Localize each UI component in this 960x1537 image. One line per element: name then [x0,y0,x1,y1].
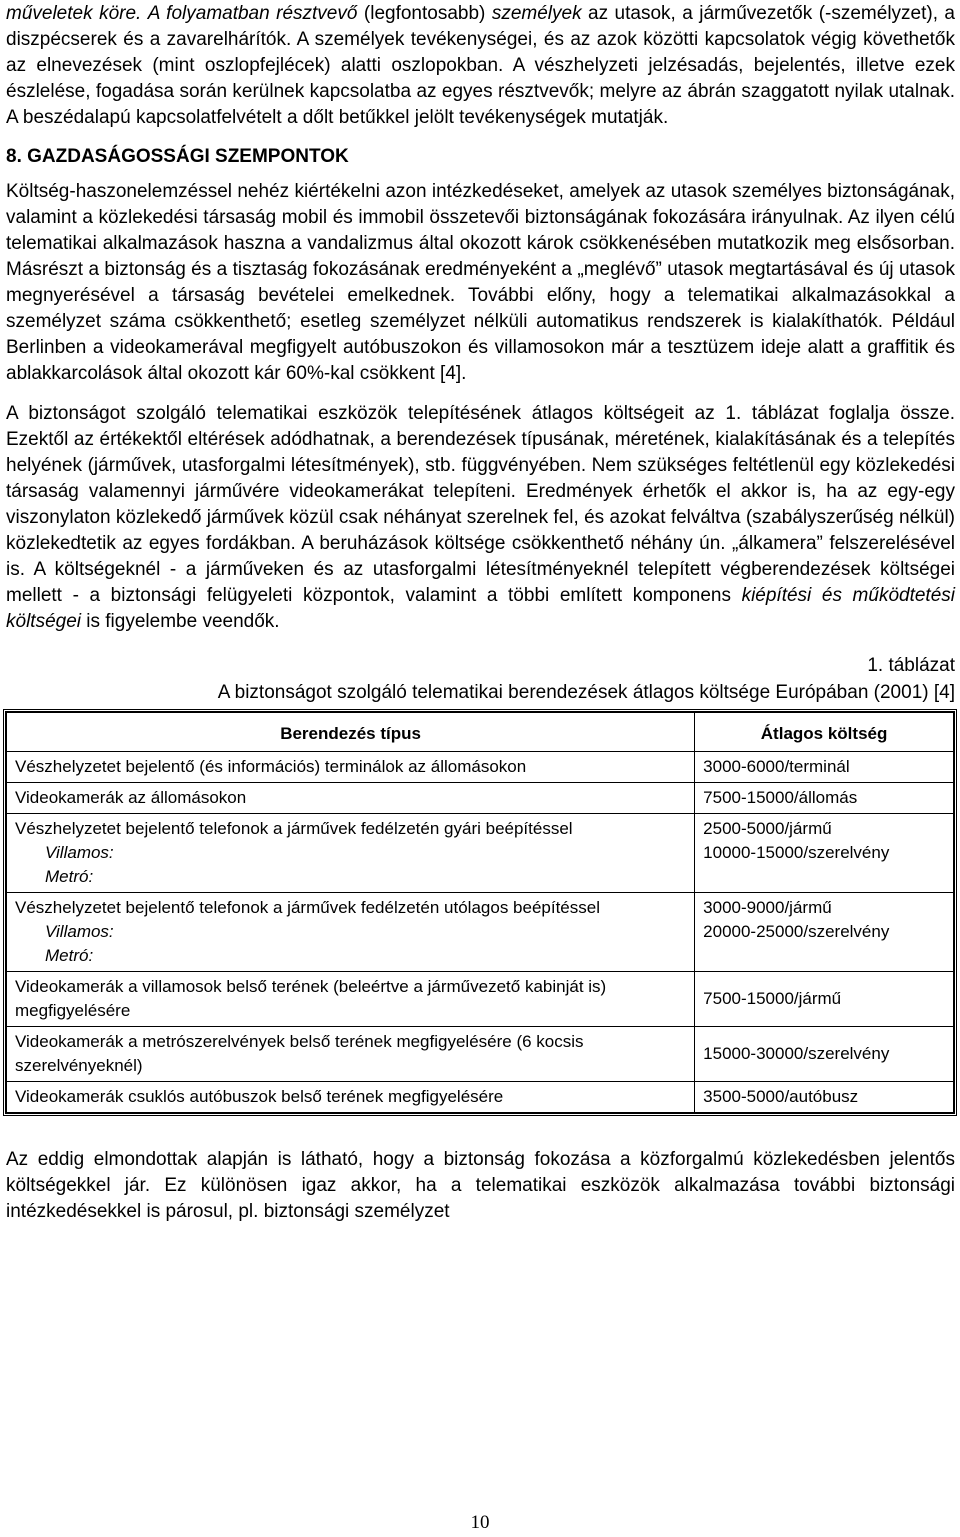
header-average-cost: Átlagos költség [695,713,954,752]
italic-run: köre. [99,3,142,24]
table-row [7,783,954,814]
italic-run: A folyamatban résztvevő [147,3,358,24]
device-cell [7,972,695,1027]
cost-cell [695,1082,954,1113]
text-run: A biztonságot szolgáló telematikai eszközök telepítésének átlagos költségeit az 1. táblázat foglalja össze. Ezektől az értékektől eltérések adódhatnak, a berendezések típusának, méretének, kialakításának és a telepítés helyének (járművek, utasforgalmi létesítmények), stb. függvényében. Nem szükséges feltétlenül egy közlekedési társaság valamennyi járművére videokamerákat telepíteni. Eredmények érhetők el akkor is, ha az egy-egy viszonylaton közlekedő járművek közül csak néhányat szerelnek fel, és azokat felváltva (szabályszerűség nélkül) közlekedtetik az egyes fordákban. A beruházások költsége csökkenthető néhány ún. „álkamera” felszerelésével is. A költségeknél - a járműveken és az utasforgalmi létesítményeknél telepített végberendezések költségei mellett - a biztonsági felügyeleti központok, valamint a többi említett komponens [6,403,955,606]
device-name: Videokamerák a metrószerelvények belső terének megfigyelésére (6 kocsis szerelvényeknél) [15,1032,584,1075]
cost-cell [695,783,954,814]
table-row [7,814,954,893]
table-row [7,972,954,1027]
device-subtype: Villamos: [45,922,114,941]
cost-cell [695,893,954,972]
device-name: Videokamerák csuklós autóbuszok belső terének megfigyelésére [15,1087,504,1106]
paragraph-1 [6,0,955,131]
paragraph-4 [6,1147,955,1225]
device-name: Vészhelyzetet bejelentő telefonok a járművek fedélzetén utólagos beépítéssel [15,898,600,917]
device-cell [7,1082,695,1113]
device-subtype: Villamos: [45,843,114,862]
device-subtype: Metró: [45,867,94,886]
text-run: az utasok, a járművezetők (-személyzet), a diszpécserek és a zavarelhárítók. A személyek tevékenységei, és az azok közötti kapcsolatok végig követhetők az elnevezések (mint oszlopfejlécek) alatti oszlopokban. A vészhelyzeti jelzésadás, bejelentés, illetve ezek észlelése, fogadása során kerülnek kapcsolatba az egyes résztvevők; melyre az ábrán szaggatott nyilak utalnak. A beszédalapú kapcsolatfelvételt a dőlt betűkkel jelölt tevékenységek mutatják. [6,3,956,128]
table-number: 1. táblázat [867,655,955,676]
cost-cell [695,814,954,893]
device-cell [7,783,695,814]
table-row [7,893,954,972]
page-number: 10 [470,1512,490,1533]
paragraph-2 [6,179,955,387]
table-title: A biztonságot szolgáló telematikai berendezések átlagos költsége Európában (2001) [4] [217,682,955,703]
cost-value: 3500-5000/autóbusz [703,1087,859,1106]
italic-run: műveletek [6,3,93,24]
document-page [6,0,955,1225]
device-name: Videokamerák a villamosok belső terének (beleértve a járművezető kabinját is) megfigyelésére [15,977,607,1020]
text-run: Költség-haszonelemzéssel nehéz kiértékelni azon intézkedéseket, amelyek az utasok személyes biztonságának, valamint a közlekedési társaság mobil és immobil összetevői biztonságának fokozására irányulnak. Az ilyen célú telematikai alkalmazások haszna a vandalizmus által okozott károk csökkenésében mutatkozik meg elsősorban. Másrészt a biztonság és a tisztaság fokozásának eredményeként a „meglévő” utasok megtartásával és új utasok megnyerésével a társaság bevételei emelkednek. További előny, hogy a telematikai alkalmazásokkal a személyzet száma csökkenthető; esetleg személyzet nélküli automatikus rendszerek is kialakíthatók. Például Berlinben a videokamerával megfigyelt autóbuszokon és villamosokon már a tesztüzem ideje alatt a graffitik és ablakkarcolások által okozott kár 60%-kal csökkent [4]. [6,181,955,384]
device-cell [7,814,695,893]
italic-run: kiépítési és működtetési költségei [6,585,955,632]
device-cell [7,893,695,972]
device-name: Vészhelyzetet bejelentő (és információs) terminálok az állomásokon [15,757,527,776]
header-device-type: Berendezés típus [7,713,695,752]
table-caption [6,652,955,706]
device-cell [7,752,695,783]
cost-cell [695,1027,954,1082]
device-name: Vészhelyzetet bejelentő telefonok a járművek fedélzetén gyári beépítéssel [15,819,573,838]
italic-run: személyek [491,3,582,24]
text-run: Az eddig elmondottak alapján is látható, hogy a biztonság fokozása a közforgalmú közlekedésben jelentős költségekkel jár. Ez különösen igaz akkor, ha a telematikai eszközök alkalmazása további biztonsági intézkedésekkel is párosul, pl. biztonsági személyzet [6,1149,955,1222]
paragraph-3 [6,401,955,635]
table-row [7,1082,954,1113]
table-row [7,1027,954,1082]
cost-table [6,712,954,1113]
section-heading: 8. GAZDASÁGOSSÁGI SZEMPONTOK [6,146,349,167]
device-subtype: Metró: [45,946,94,965]
cost-value: 3000-9000/jármű [703,898,832,917]
text-run: is figyelembe veendők. [81,611,280,632]
cost-value: 7500-15000/jármű [703,989,842,1008]
device-name: Videokamerák az állomásokon [15,788,247,807]
table-header-row [7,713,954,752]
cost-value: 15000-30000/szerelvény [703,1044,890,1063]
cost-value: 2500-5000/jármű [703,819,832,838]
text-run: (legfontosabb) [357,3,492,24]
cost-value: 7500-15000/állomás [703,788,858,807]
table-body [7,752,954,1113]
cost-cell [695,972,954,1027]
table-row [7,752,954,783]
cost-value: 20000-25000/szerelvény [703,922,890,941]
cost-value: 3000-6000/terminál [703,757,850,776]
cost-cell [695,752,954,783]
cost-value: 10000-15000/szerelvény [703,843,890,862]
device-cell [7,1027,695,1082]
